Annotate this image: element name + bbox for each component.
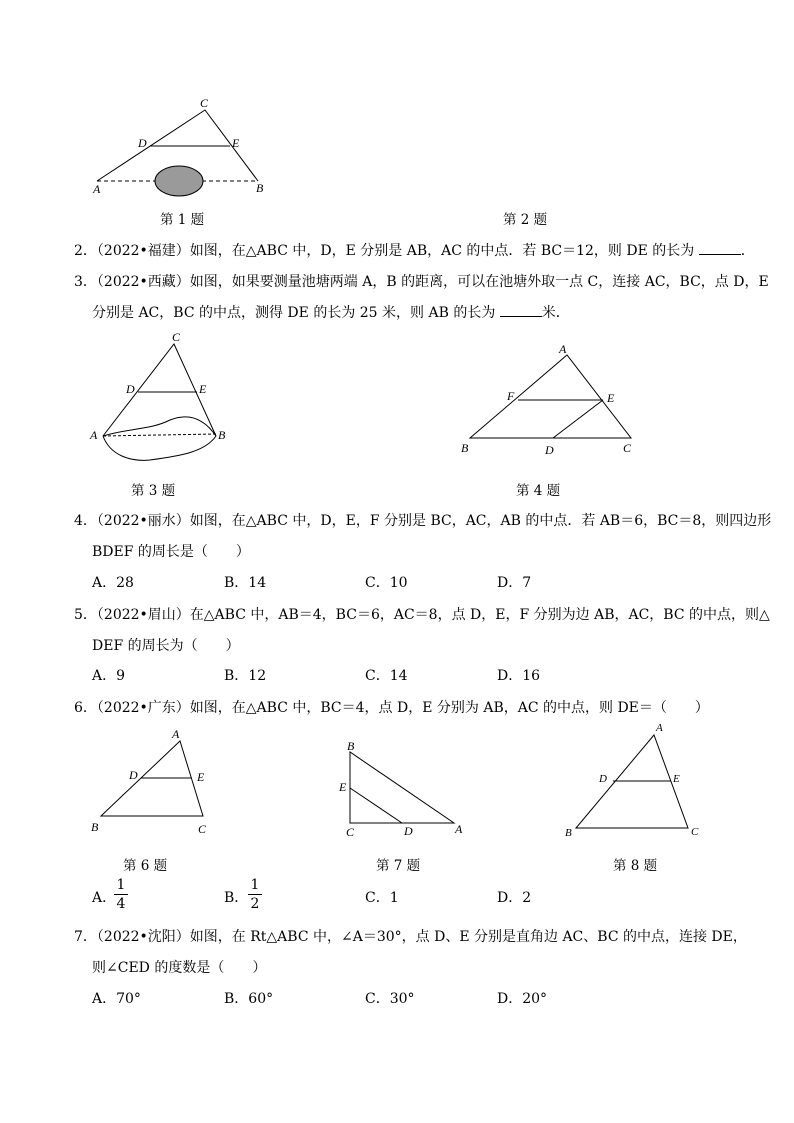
option-c[interactable]: C．10 [365,575,408,591]
question-4-line2: BDEF 的周长是（ ） [92,544,250,560]
label-d: D [126,382,135,396]
label-a: A [172,727,180,741]
question-3-line2: 分别是 AC，BC 的中点，测得 DE 的长为 25 米，则 AB 的长为 米． [92,305,570,321]
label-a: A [90,428,98,442]
label-d: D [404,824,413,838]
caption-fig6: 第 6 题 [123,858,168,874]
question-4-line1: 4．（2022•丽水）如图，在△ABC 中，D，E，F 分别是 BC，AC，AB 的中点．若 AB＝6，BC＝8，则四边形 [74,513,772,529]
label-d: D [545,443,554,457]
option-a[interactable]: A． [92,890,117,906]
label-a: A [559,342,567,356]
question-6-line1: 6．（2022•广东）如图，在△ABC 中，BC＝4，点 D，E 分别为 AB，AC 的中点，则 DE＝（ ） [74,700,709,716]
option-d[interactable]: D．16 [497,668,541,684]
option-d[interactable]: D．20° [497,991,548,1007]
label-b: B [256,181,264,195]
option-d[interactable]: D．2 [497,890,532,906]
label-b: B [218,428,226,442]
label-e: E [199,382,207,396]
option-c[interactable]: C．14 [365,668,408,684]
option-c[interactable]: C．1 [365,890,399,906]
question-2: 2．（2022•福建）如图，在△ABC 中，D，E 分别是 AB，AC 的中点．若 BC＝12，则 DE 的长为 ． [74,243,755,259]
label-e: E [232,136,240,150]
option-c[interactable]: C．30° [365,991,415,1007]
fraction-one-quarter: 1 4 [114,877,128,912]
label-d: D [138,136,147,150]
question-7-line2: 则∠CED 的度数是（ ） [92,960,267,976]
label-c: C [200,96,209,110]
caption-fig2: 第 2 题 [503,212,548,228]
question-2-text: 2．（2022•福建）如图，在△ABC 中，D，E 分别是 AB，AC 的中点．若 BC＝12，则 DE 的长为 [74,243,699,259]
option-b[interactable]: B．12 [224,668,267,684]
label-e: E [339,780,347,794]
label-a: A [656,722,663,734]
option-a[interactable]: A．28 [92,575,134,591]
label-e: E [197,770,205,784]
label-a: A [455,822,463,836]
label-d: D [129,768,138,782]
option-a[interactable]: A．70° [92,991,141,1007]
option-b[interactable]: B． [224,890,249,906]
option-b[interactable]: B．14 [224,575,267,591]
caption-fig8: 第 8 题 [613,858,658,874]
label-e: E [607,391,615,405]
option-a[interactable]: A．9 [92,668,126,684]
label-b: B [461,441,469,455]
caption-fig3: 第 3 题 [131,483,176,499]
label-b: B [91,820,99,834]
question-3-line1: 3．（2022•西藏）如图，如果要测量池塘两端 A，B 的距离，可以在池塘外取一点 C，连接 AC，BC，点 D，E [74,274,769,290]
fraction-one-half: 1 2 [248,877,262,912]
label-c: C [172,330,181,344]
question-7-line1: 7．（2022•沈阳）如图，在 Rt△ABC 中，∠A＝30°，点 D、E 分别是直角边 AC、BC 的中点，连接 DE， [74,929,747,945]
question-5-line1: 5．（2022•眉山）在△ABC 中，AB＝4，BC＝6，AC＝8，点 D，E，F 分别为边 AB，AC，BC 的中点，则△ [74,607,770,623]
label-f: F [507,389,515,403]
caption-fig1: 第 1 题 [160,212,205,228]
option-d[interactable]: D．7 [497,575,532,591]
label-b: B [565,827,572,839]
option-b[interactable]: B．60° [224,991,274,1007]
label-e: E [673,773,680,785]
label-d: D [599,773,607,785]
label-c: C [198,822,207,836]
label-c: C [691,826,699,838]
caption-fig7: 第 7 题 [376,858,421,874]
caption-fig4: 第 4 题 [516,483,561,499]
label-a: A [93,182,101,196]
label-c: C [346,825,355,839]
question-5-line2: DEF 的周长为（ ） [92,638,240,654]
label-c: C [623,441,632,455]
label-b: B [347,739,355,753]
